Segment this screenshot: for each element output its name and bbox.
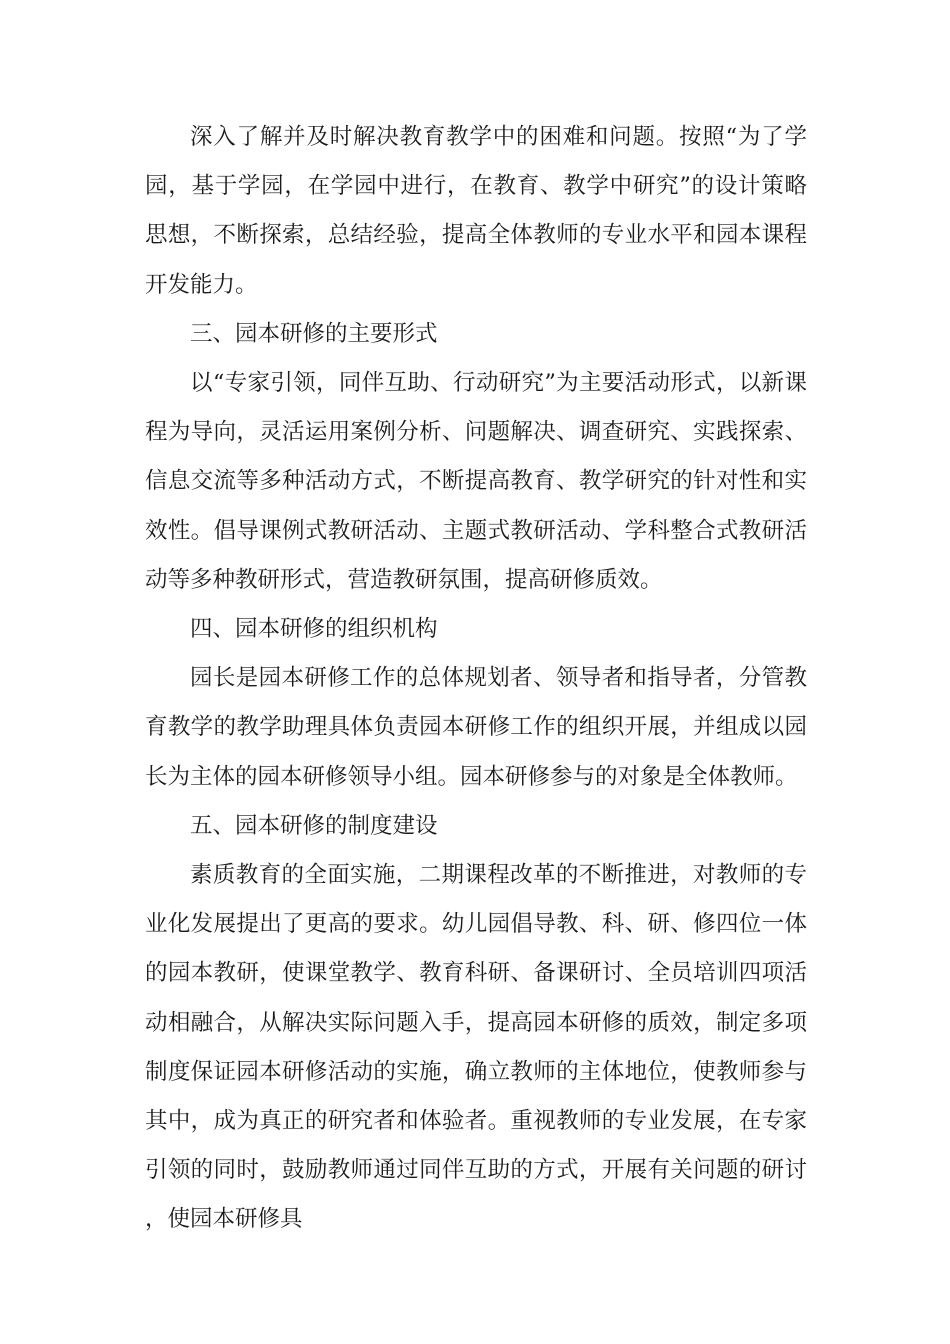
paragraph-main-forms: 以“专家引领，同伴互助、行动研究”为主要活动形式，以新课程为导向，灵活运用案例分析、问题解决、调查研究、实践探索、信息交流等多种活动方式，不断提高教育、教学研究的针对性和实效性。倡导课例式教研活动、主题式教研活动、学科整合式教研活动等多种教研形式，营造教研氛围，提高研修质效。 [145,370,807,593]
section-heading-main-forms: 三、园本研修的主要形式 [190,320,438,347]
paragraph-system: 素质教育的全面实施，二期课程改革的不断推进，对教师的专业化发展提出了更高的要求。幼儿园倡导教、科、研、修四位一体的园本教研，使课堂教学、教育科研、备课研讨、全员培训四项活动相融合，从解决实际问题入手，提高园本研修的质效，制定多项制度保证园本研修活动的实施，确立教师的主体地位，使教师参与其中，成为真正的研究者和体验者。重视教师的专业发展，在专家引领的同时，鼓励教师通过同伴互助的方式，开展有关问题的研讨，使园本研修具 [145,862,807,1233]
section-heading-organization: 四、园本研修的组织机构 [190,616,438,643]
paragraph-organization: 园长是园本研修工作的总体规划者、领导者和指导者，分管教育教学的教学助理具体负责园本研修工作的组织开展，并组成以园长为主体的园本研修领导小组。园本研修参与的对象是全体教师。 [145,665,807,790]
section-heading-system: 五、园本研修的制度建设 [190,812,438,839]
document-body [145,113,807,1245]
paragraph-goals: 深入了解并及时解决教育教学中的困难和问题。按照“为了学园，基于学园，在学园中进行，在教育、教学中研究”的设计策略思想，不断探索，总结经验，提高全体教师的专业水平和园本课程开发能力。 [145,124,807,298]
